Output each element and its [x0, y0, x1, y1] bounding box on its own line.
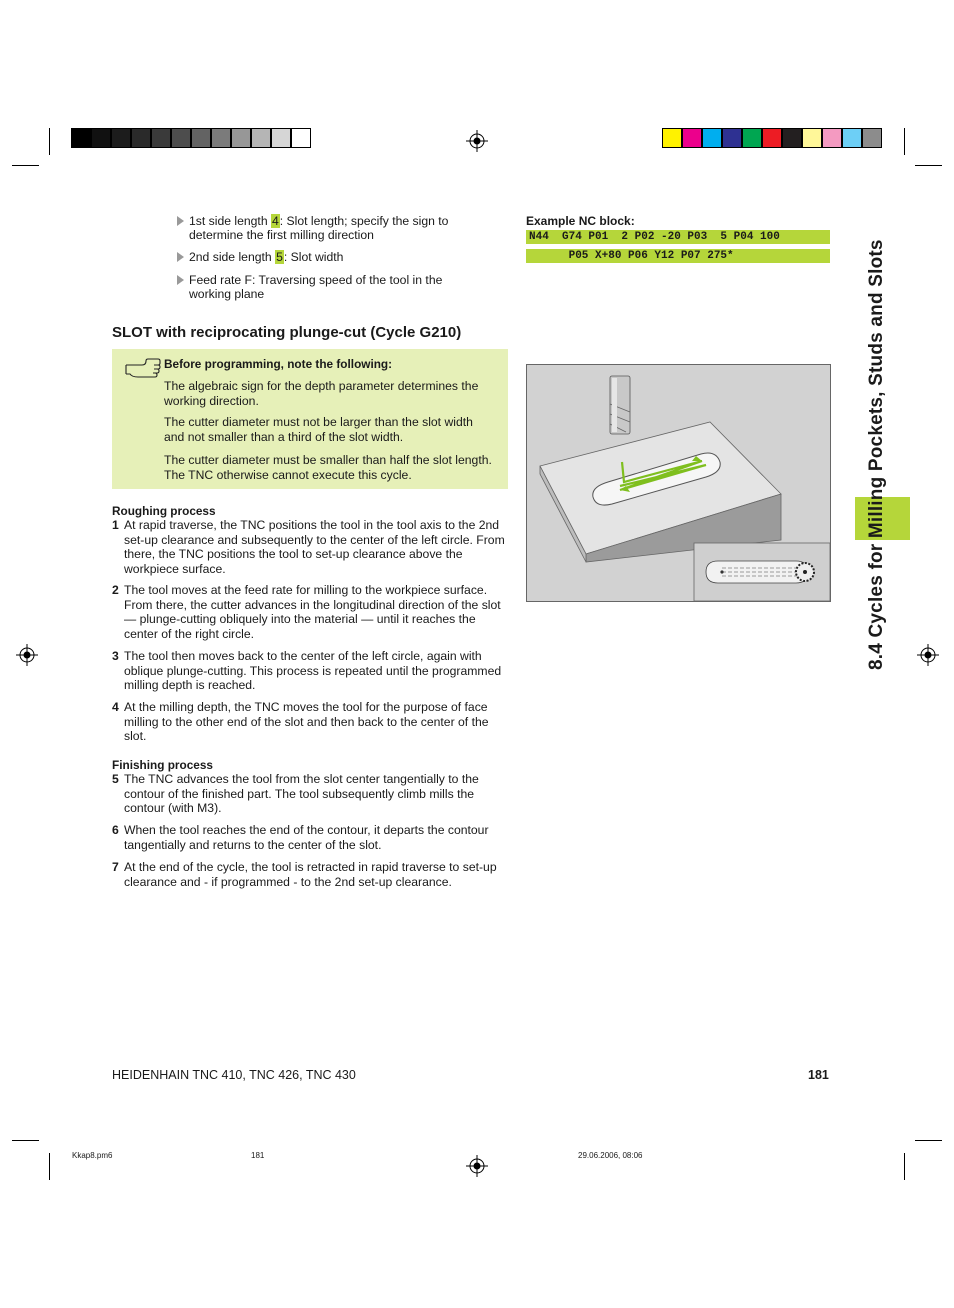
step-item: 5 The TNC advances the tool from the slot center tangentially to the contour of the finished part. The tool subsequently climb mills the contour (with M3).: [112, 772, 479, 816]
triangle-bullet-icon: [177, 216, 184, 226]
slot-milling-illustration: [526, 364, 831, 602]
page-number: 181: [808, 1068, 829, 1082]
step-item: 7 At the end of the cycle, the tool is retracted in rapid traverse to set-up clearance and - if programmed - to the 2nd set-up clearance.: [112, 860, 497, 889]
note-box: [112, 349, 508, 489]
note-paragraph: The cutter diameter must not be larger than the slot width and not smaller than a third of the slot width.: [164, 415, 473, 444]
note-paragraph: The algebraic sign for the depth parameter determines the working direction.: [164, 379, 479, 408]
color-swatch: [842, 128, 862, 148]
color-swatch: [191, 128, 211, 148]
parameter-badge: 5: [276, 250, 283, 264]
color-swatch: [722, 128, 742, 148]
color-swatch: [682, 128, 702, 148]
step-item: 6 When the tool reaches the end of the contour, it departs the contour tangentially and returns to the center of the slot.: [112, 823, 489, 852]
pointing-hand-icon: [124, 357, 162, 379]
step-item: 4 At the milling depth, the TNC moves the tool for the purpose of face milling to the other end of the slot and then back to the center of the slot.: [112, 700, 489, 744]
color-swatch: [211, 128, 231, 148]
slug-date: 29.06.2006, 08:06: [578, 1151, 643, 1160]
color-swatch: [782, 128, 802, 148]
triangle-bullet-icon: [177, 252, 184, 262]
color-swatch: [91, 128, 111, 148]
finishing-heading: Finishing process: [112, 758, 213, 772]
roughing-heading: Roughing process: [112, 504, 216, 518]
color-swatch: [742, 128, 762, 148]
chapter-side-title: 8.4 Cycles for Milling Pockets, Studs and Slots: [866, 239, 887, 670]
note-paragraph: The cutter diameter must be smaller than half the slot length. The TNC otherwise cannot execute this cycle.: [164, 453, 492, 482]
bullet-item: 2nd side length 5: Slot width: [177, 250, 487, 264]
color-swatch: [802, 128, 822, 148]
color-swatch: [71, 128, 91, 148]
color-swatch: [171, 128, 191, 148]
step-item: 2 The tool moves at the feed rate for milling to the workpiece surface. From there, the cutter advances in the longitudinal direction of the slot — plunge-cutting obliquely into the material — until it reaches the center of the right circle.: [112, 583, 501, 641]
color-swatch: [862, 128, 882, 148]
bullet-item: Feed rate F: Traversing speed of the tool in the working plane: [177, 273, 487, 302]
color-swatch: [271, 128, 291, 148]
nc-example-label: Example NC block:: [526, 214, 635, 228]
parameter-badge: 4: [271, 214, 279, 228]
color-swatch: [762, 128, 782, 148]
note-heading: Before programming, note the following:: [164, 357, 393, 371]
color-swatch: [662, 128, 682, 148]
registration-mark-icon: [16, 644, 38, 666]
footer-manual-title: HEIDENHAIN TNC 410, TNC 426, TNC 430: [112, 1068, 356, 1082]
color-swatch: [231, 128, 251, 148]
triangle-bullet-icon: [177, 275, 184, 285]
slug-file: Kkap8.pm6: [72, 1151, 113, 1160]
color-swatch: [131, 128, 151, 148]
step-item: 1 At rapid traverse, the TNC positions the tool in the tool axis to the 2nd set-up clearance and subsequently to the center of the left circle. From there, the TNC positions the tool to set-up clearance above the workpiece surface.: [112, 518, 505, 576]
registration-mark-icon: [466, 130, 488, 152]
color-swatch: [702, 128, 722, 148]
step-item: 3 The tool then moves back to the center of the left circle, again with oblique plunge-cutting. This process is repeated until the programmed milling depth is reached.: [112, 649, 502, 693]
slug-page: 181: [251, 1151, 265, 1160]
color-swatch: [822, 128, 842, 148]
registration-mark-icon: [466, 1155, 488, 1177]
color-swatch: [291, 128, 311, 148]
color-swatch: [251, 128, 271, 148]
bullet-item: 1st side length 4: Slot length; specify the sign to determine the first milling direction: [177, 214, 487, 243]
registration-mark-icon: [917, 644, 939, 666]
section-title: SLOT with reciprocating plunge-cut (Cycle G210): [112, 324, 462, 341]
color-swatch: [111, 128, 131, 148]
nc-code-line: N44 G74 P01 2 P02 -20 P03 5 P04 100: [526, 230, 830, 244]
color-swatch: [151, 128, 171, 148]
nc-code-line: P05 X+80 P06 Y12 P07 275*: [526, 249, 830, 263]
